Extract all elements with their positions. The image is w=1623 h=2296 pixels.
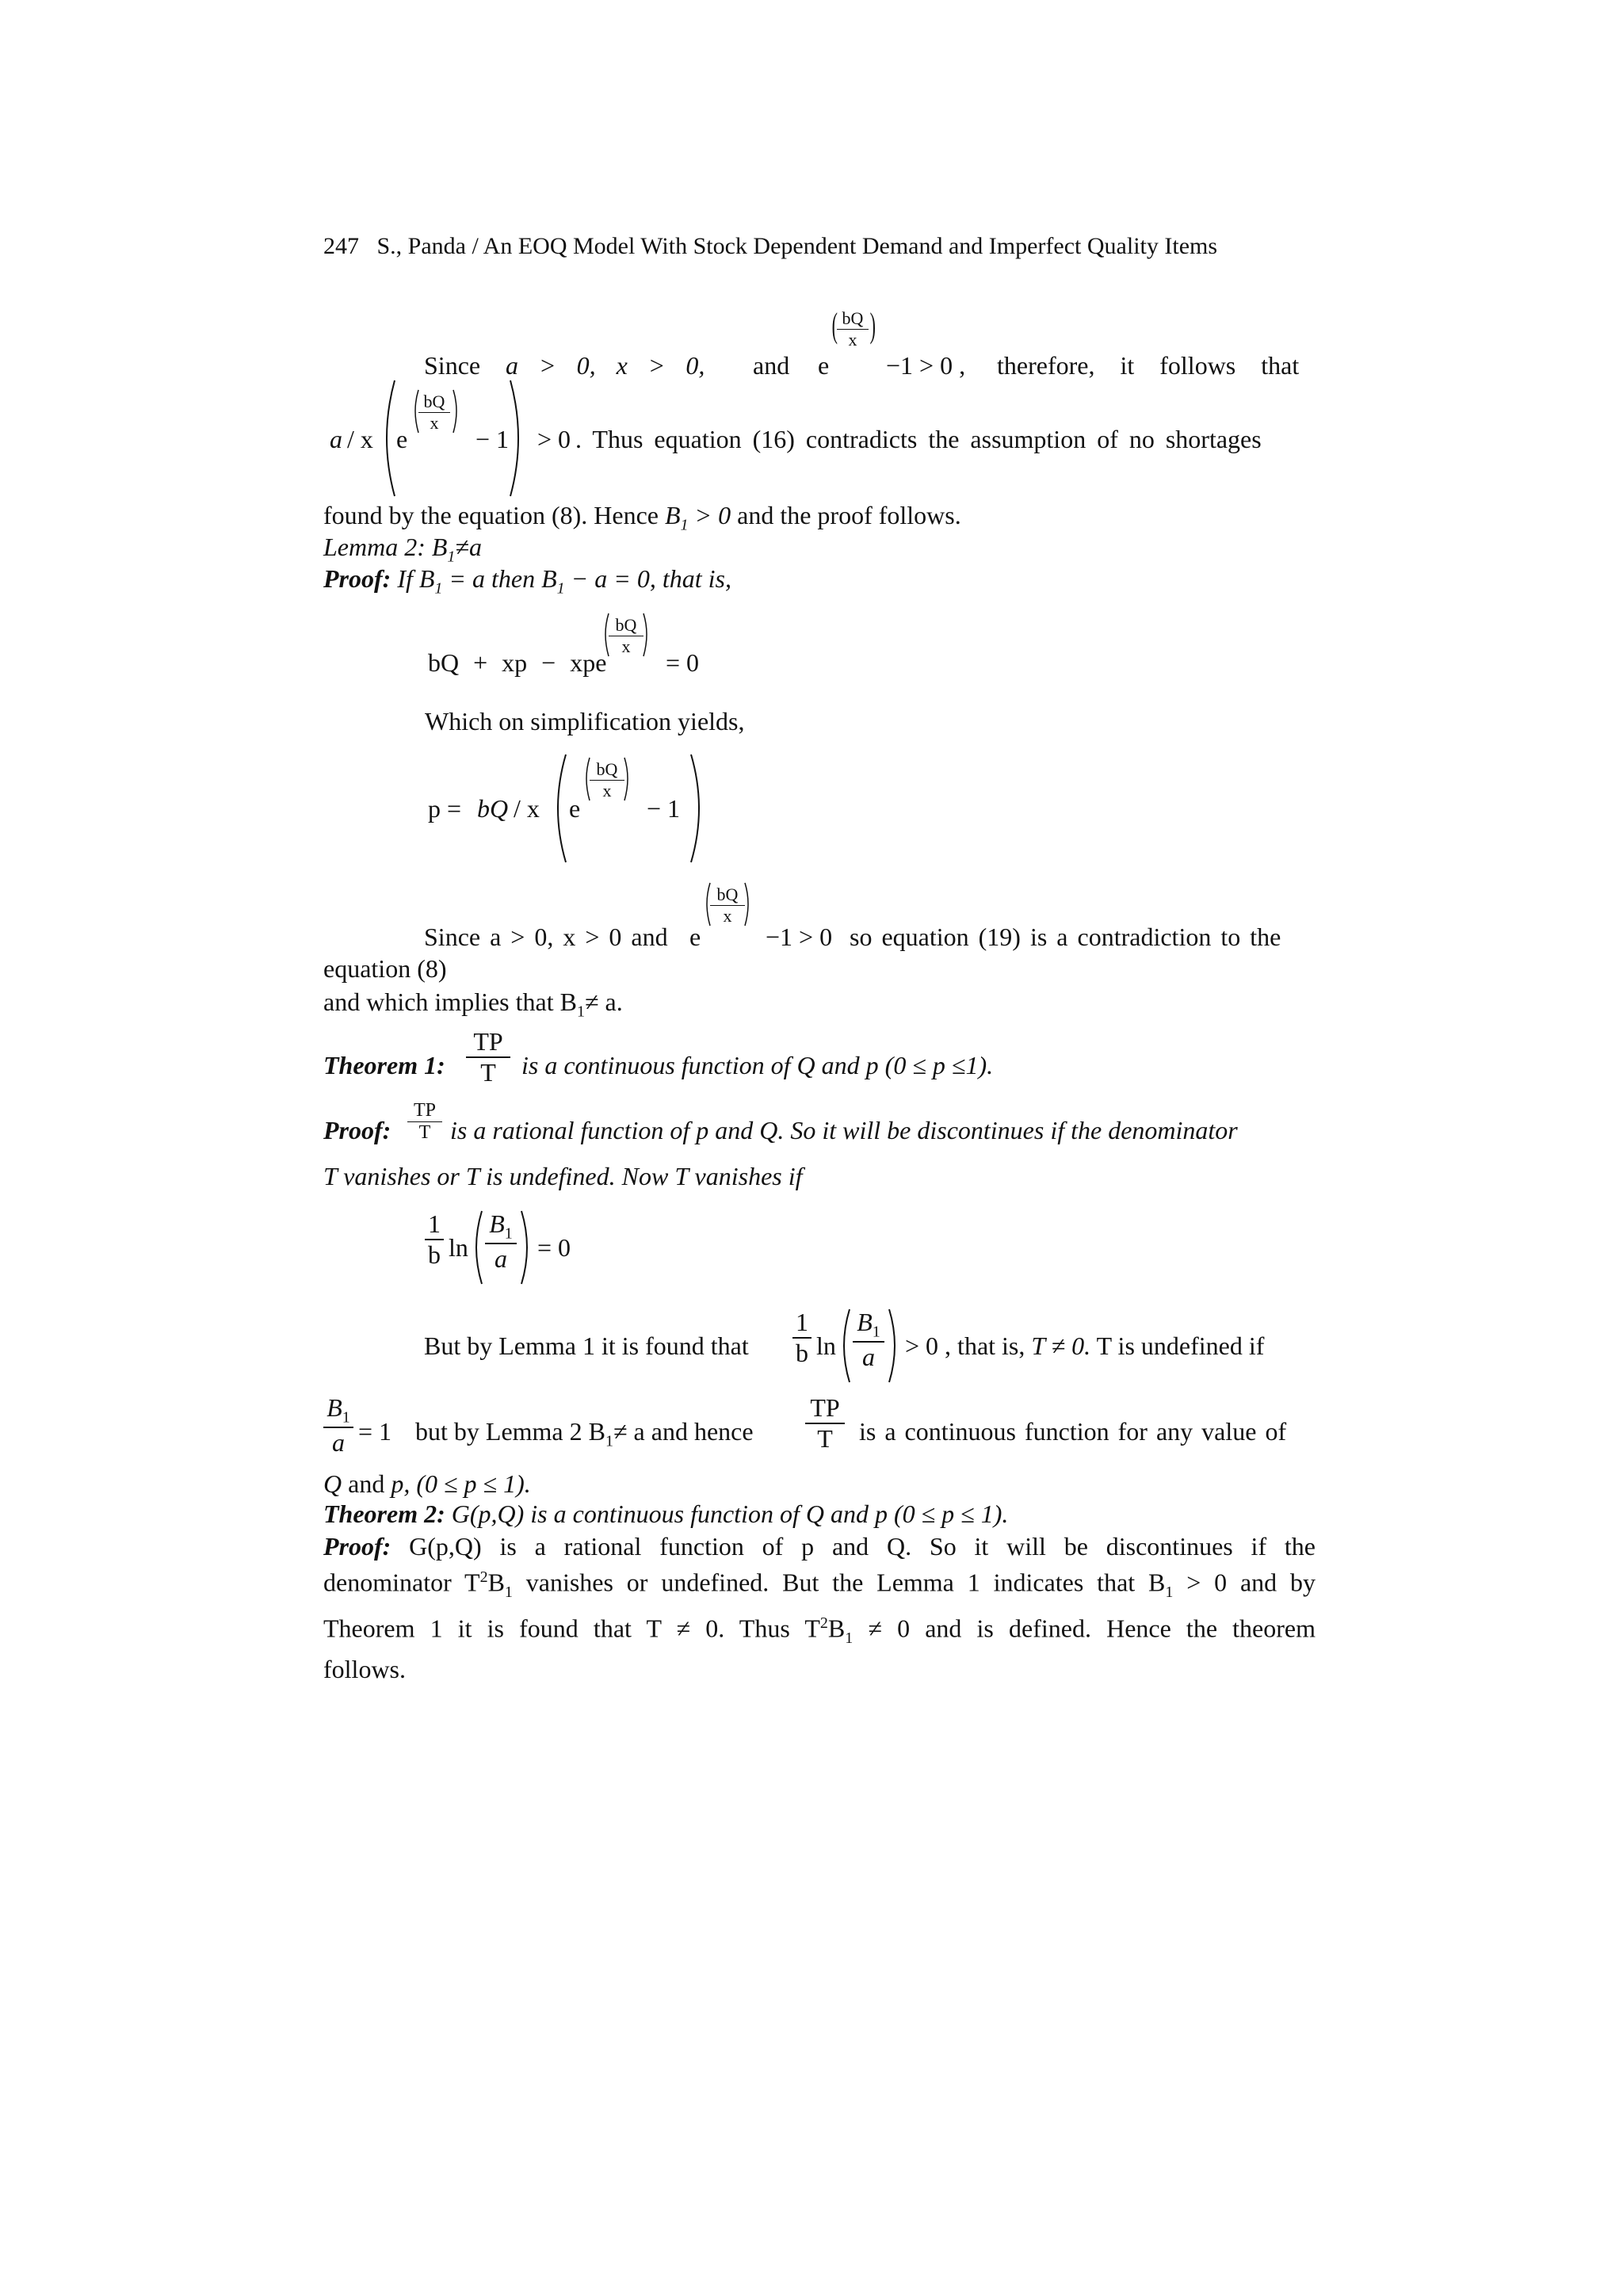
l2-sup: 2	[479, 1568, 488, 1586]
lemma-rest: ≠a	[455, 533, 482, 561]
lemma-sub: 1	[447, 548, 456, 566]
fraction-b1-a	[853, 1308, 884, 1372]
text-contradiction: so equation (19) is a contradiction to the	[850, 923, 1281, 951]
exponent-denominator: x	[621, 636, 631, 656]
exponent	[710, 884, 745, 926]
l3-b: B	[827, 1614, 846, 1643]
text-tail: −1 > 0	[766, 923, 833, 951]
theorem-label: Theorem 2:	[323, 1499, 445, 1528]
proof-text: If B	[397, 564, 435, 593]
proof-line-1	[323, 1531, 1316, 1562]
eq-rhs: = 0	[666, 648, 700, 677]
fraction-denominator: T	[418, 1122, 431, 1143]
big-paren-right	[507, 379, 528, 498]
fraction-denominator: T	[817, 1424, 833, 1453]
page-number: 247	[323, 233, 359, 259]
exponent-numerator: bQ	[418, 392, 450, 413]
fraction-1-b	[792, 1308, 812, 1368]
l3-c: ≠ 0 and is defined. Hence the theorem	[853, 1614, 1316, 1643]
lemma-2-heading	[323, 533, 482, 566]
text-p-range: p, (0 ≤ p ≤ 1).	[391, 1469, 531, 1498]
proof-text: is a rational function of p and Q. So it will be discontinues if the denominator	[450, 1116, 1238, 1144]
text-a: a	[330, 425, 342, 453]
text-found: found by the equation (8). Hence	[323, 501, 665, 529]
lemma-title: Lemma 2: B	[323, 533, 448, 561]
text-sub: 1	[605, 1432, 613, 1450]
equation-18	[428, 612, 761, 683]
text-ln: ln	[449, 1233, 468, 1262]
text-tail: −1 > 0 ,	[886, 351, 966, 380]
implies-a: and which implies that B	[323, 988, 577, 1016]
fraction-numerator: B	[489, 1209, 505, 1238]
l2-b: B	[487, 1568, 505, 1597]
proof-theorem-1	[323, 1100, 1316, 1195]
paragraph-lemma-2	[323, 1393, 1316, 1496]
big-paren-left	[548, 753, 569, 864]
fraction-numerator: TP	[407, 1100, 442, 1122]
fraction-numerator: B	[857, 1308, 873, 1336]
text-contradiction: . Thus equation (16) contradicts the assumption of no shortages	[575, 425, 1262, 453]
text-condition: a > 0, x > 0,	[506, 351, 705, 380]
exponent-denominator: x	[848, 330, 857, 350]
big-paren-left	[377, 379, 398, 498]
text-but-by-lemma: But by Lemma 1 it is found that	[424, 1331, 749, 1360]
fraction-tp-t	[466, 1027, 510, 1087]
l3-sub: 1	[845, 1629, 854, 1648]
fraction-numerator: TP	[466, 1027, 510, 1058]
text-b: ≠ a and hence	[613, 1417, 754, 1446]
text-b: B	[664, 501, 681, 529]
text-undefined-if: T is undefined if	[1090, 1331, 1265, 1360]
l2-sub2: 1	[1165, 1584, 1174, 1602]
fraction-denominator: a	[495, 1244, 507, 1274]
paragraph-lemma-1	[323, 1308, 1316, 1387]
paragraph-since-contradiction	[323, 881, 1316, 984]
big-paren-right	[688, 753, 708, 864]
text-proof-follows: and the proof follows.	[731, 501, 961, 529]
l3-a: Theorem 1 it is found that T ≠ 0. Thus T	[323, 1614, 820, 1643]
paragraph-found-by	[323, 501, 961, 534]
text-eq1: = 1	[358, 1417, 392, 1446]
theorem-2	[323, 1499, 1008, 1529]
text-since: Since	[424, 351, 481, 380]
fraction-tp-t	[407, 1100, 442, 1144]
paren-left	[469, 1209, 485, 1286]
l2-c: vanishes or undefined. But the Lemma 1 indicates that B	[512, 1568, 1166, 1597]
text-implies	[323, 988, 623, 1021]
l2-d: > 0 and by	[1173, 1568, 1316, 1597]
text-e: e	[569, 794, 581, 823]
text-q: Q	[323, 1469, 342, 1498]
text-since: Since a > 0, x > 0 and	[424, 923, 668, 951]
paren-right: )	[869, 306, 876, 345]
theorem-text: is a continuous function of Q and p (0 ≤ p ≤1).	[521, 1051, 994, 1079]
text-equation-8: equation (8)	[323, 954, 447, 983]
exponent-denominator: x	[430, 413, 439, 433]
fraction-b1-a	[323, 1393, 353, 1457]
text-slash-x: / x	[347, 425, 373, 453]
text-minus1: − 1	[475, 425, 510, 453]
text-minus1: − 1	[647, 794, 681, 823]
text-that-is: that is,	[951, 1331, 1032, 1360]
fraction-numerator: TP	[805, 1393, 845, 1424]
proof-line1-text: G(p,Q) is a rational function of p and Q. So it will be discontinues if the	[409, 1532, 1316, 1561]
proof-label: Proof:	[323, 1116, 391, 1144]
fraction-numerator: 1	[425, 1209, 444, 1240]
fraction-denominator: a	[862, 1343, 875, 1372]
fraction-tp-t	[805, 1393, 845, 1454]
fraction-denominator: T	[480, 1058, 496, 1087]
equation-t-vanishes	[425, 1209, 599, 1289]
fraction-denominator: a	[332, 1428, 345, 1457]
exponent-numerator: bQ	[590, 759, 624, 781]
text-e: e	[396, 425, 408, 453]
text-therefore: therefore, it follows that	[997, 351, 1300, 380]
exponent	[590, 759, 624, 801]
fraction-denominator: b	[428, 1240, 441, 1269]
proof-line2: T vanishes or T is undefined. Now T vanishes if	[323, 1162, 803, 1190]
eq-lhs: p =	[428, 794, 462, 823]
proof-line-4: follows.	[323, 1655, 406, 1684]
l3-sup: 2	[819, 1614, 828, 1633]
exponent	[609, 615, 643, 657]
text-gt0: > 0 ,	[905, 1331, 952, 1360]
proof-line-2	[323, 1562, 1316, 1608]
text-ln: ln	[816, 1331, 836, 1360]
exponent-numerator: bQ	[710, 884, 745, 906]
text-but-lemma-2	[415, 1417, 754, 1450]
fraction-sub: 1	[342, 1408, 350, 1427]
eq-slash-x: / x	[514, 794, 540, 823]
text-gt0: > 0	[537, 425, 571, 453]
proof-end: − a = 0, that is,	[564, 564, 731, 593]
fraction-denominator: b	[796, 1339, 808, 1367]
running-title: S., Panda / An EOQ Model With Stock Dependent Demand and Imperfect Quality Items	[376, 233, 1218, 259]
paren-right	[518, 1209, 534, 1286]
text-after-fraction	[905, 1331, 1264, 1361]
text-e: e	[689, 923, 701, 951]
eq-rhs: = 0	[537, 1233, 571, 1262]
text-a: but by Lemma 2 B	[415, 1417, 605, 1446]
exponent-numerator: bQ	[609, 615, 643, 636]
proof-theorem-2	[323, 1531, 1316, 1685]
text-q-and-p	[323, 1469, 531, 1499]
text-and: and	[753, 351, 790, 380]
equation-19	[428, 753, 761, 864]
exponent-denominator: x	[602, 781, 612, 800]
theorem-text: G(p,Q) is a continuous function of Q and p (0 ≤ p ≤ 1).	[451, 1499, 1009, 1528]
fraction-sub: 1	[504, 1224, 513, 1243]
paren-left	[837, 1308, 853, 1384]
exponent-numerator: bQ	[837, 308, 869, 330]
theorem-label: Theorem 1:	[323, 1051, 445, 1079]
text-continuous: is a continuous function for any value of	[859, 1417, 1287, 1446]
paren-left: (	[831, 306, 838, 345]
paragraph-since-condition	[323, 305, 1316, 381]
exponent-denominator: x	[723, 906, 732, 926]
fraction-numerator: B	[327, 1393, 342, 1422]
fraction-numerator: 1	[792, 1308, 812, 1339]
running-header	[323, 233, 1217, 260]
implies-sub: 1	[576, 1003, 585, 1021]
proof-label: Proof:	[323, 564, 391, 593]
fraction-sub: 1	[872, 1323, 880, 1341]
fraction-b1-a	[485, 1209, 517, 1274]
small-parens	[412, 388, 460, 436]
l2-a: denominator T	[323, 1568, 480, 1597]
paren-right	[886, 1308, 902, 1384]
paragraph-a-over-x	[323, 379, 1316, 498]
implies-b: ≠ a.	[584, 988, 623, 1016]
eq-lhs: bQ + xp − xpe	[428, 648, 607, 677]
fraction-1-b	[425, 1209, 444, 1270]
text-e: e	[818, 351, 830, 380]
l2-sub: 1	[504, 1584, 513, 1602]
proof-sub2: 1	[556, 579, 565, 598]
proof-sub1: 1	[434, 579, 443, 598]
text-and: and	[342, 1469, 391, 1498]
eq-bq: bQ	[477, 794, 509, 823]
exponent	[831, 306, 876, 350]
proof-label: Proof:	[323, 1532, 391, 1561]
proof-lemma-2	[323, 564, 731, 598]
proof-line-3	[323, 1608, 1316, 1654]
text-sub: 1	[680, 516, 689, 534]
text-simplification: Which on simplification yields,	[425, 707, 745, 735]
proof-mid: = a then B	[442, 564, 557, 593]
text-t-ne-0: T ≠ 0.	[1031, 1331, 1091, 1360]
text-gt0: > 0	[688, 501, 731, 529]
